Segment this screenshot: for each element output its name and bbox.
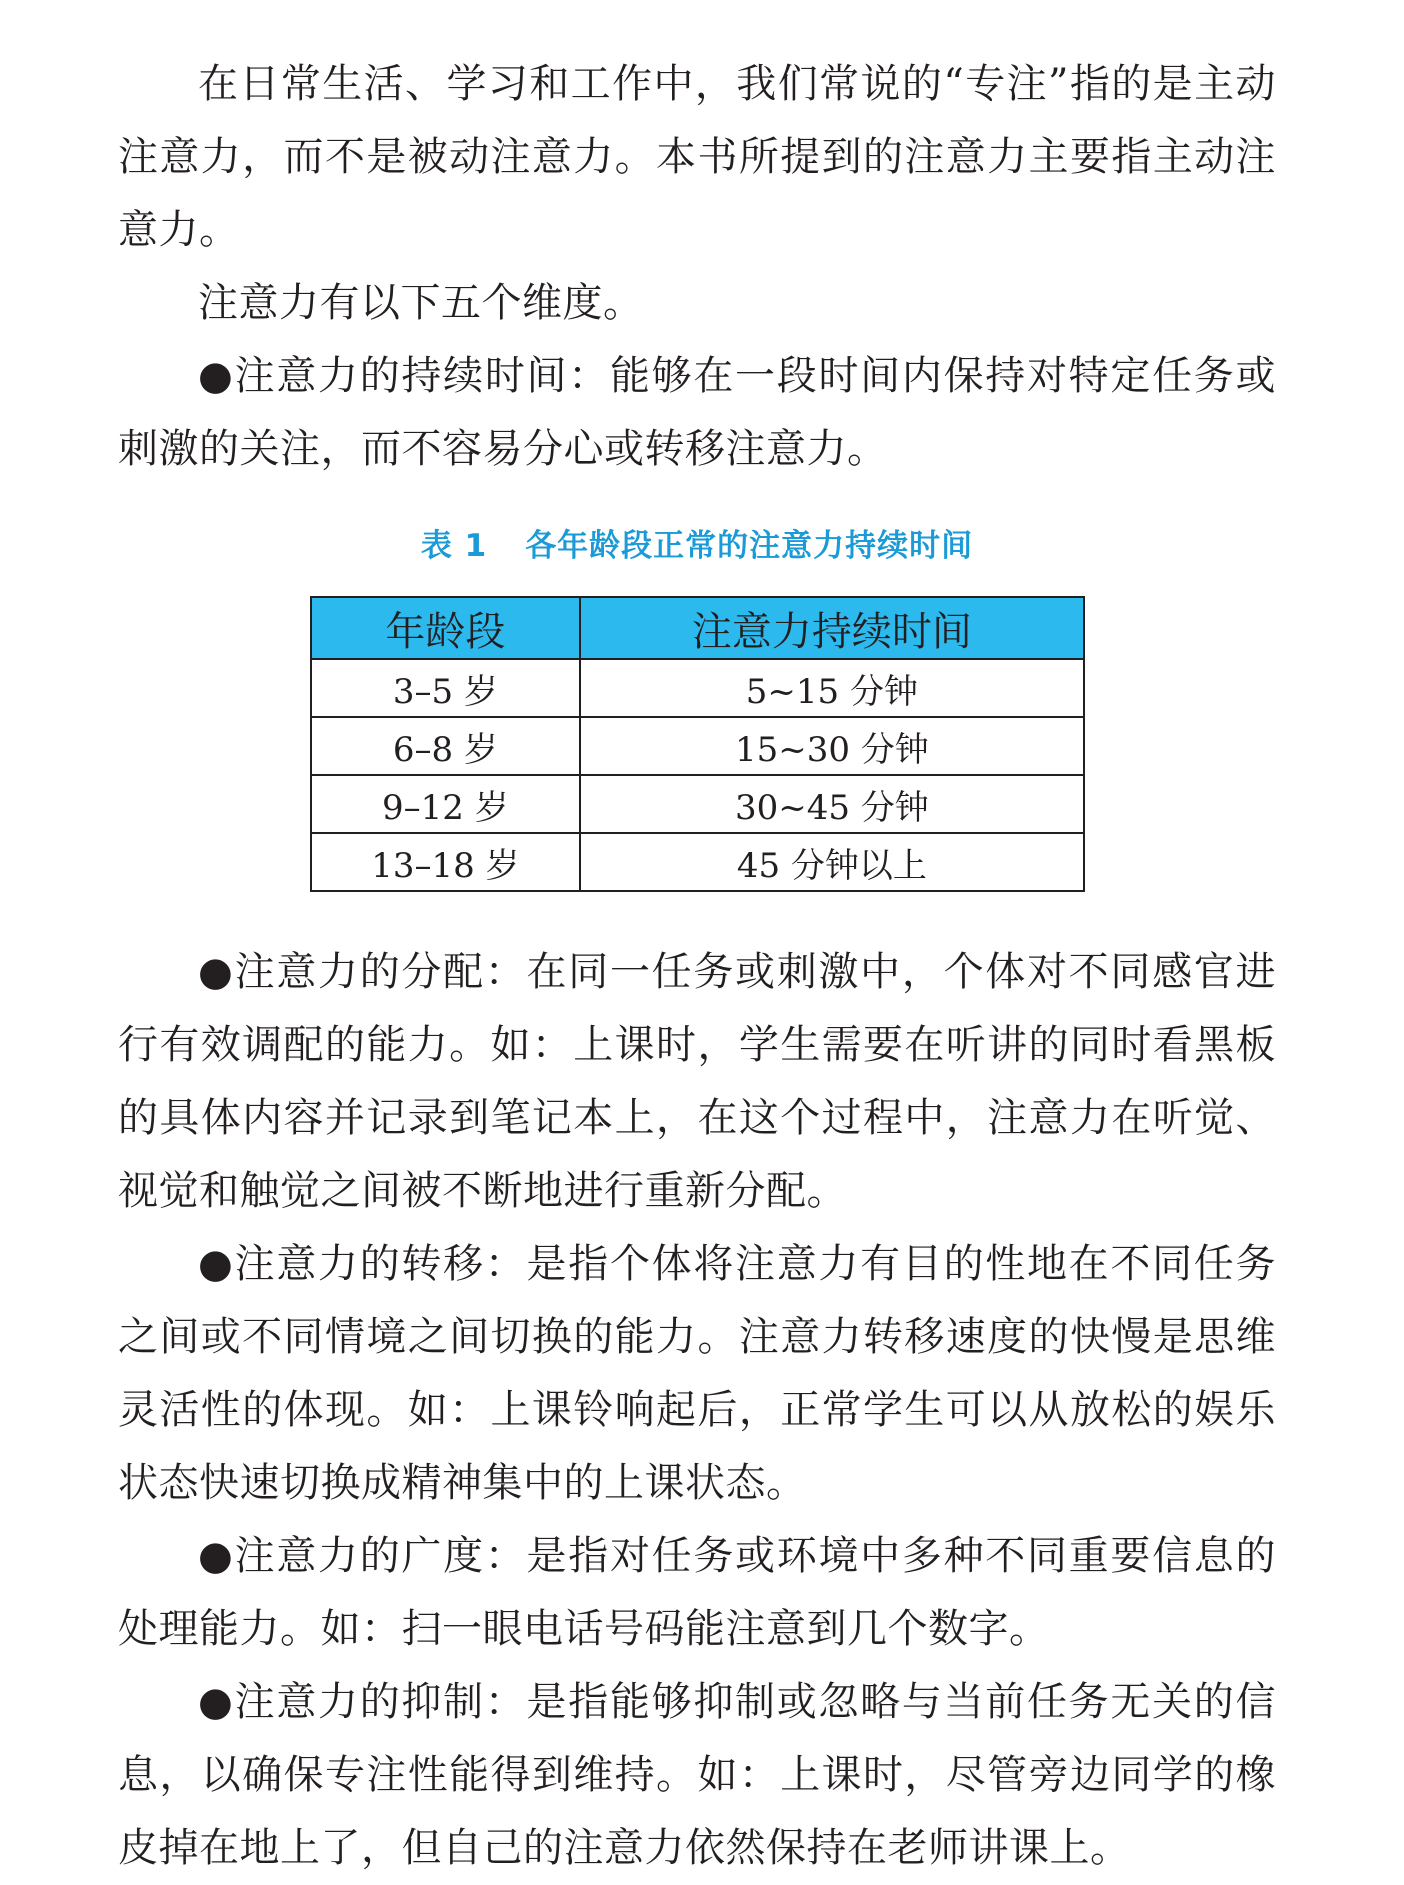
dimension-inhibition <box>118 1666 1276 1885</box>
table-cell-age: 3–5 岁 <box>311 659 580 717</box>
page-content <box>118 48 1276 1885</box>
intro-paragraph: 在日常生活、学习和工作中，我们常说的“专注”指的是主动注意力，而不是被动注意力。本书所提到的注意力主要指主动注意力。 <box>118 61 1276 253</box>
table-row <box>311 775 1084 833</box>
dimension-allocation-text: 注意力的分配：在同一任务或刺激中，个体对不同感官进行有效调配的能力。如：上课时，学生需要在听讲的同时看黑板的具体内容并记录到笔记本上，在这个过程中，注意力在听觉、视觉和触觉之间被不断地进行重新分配。 <box>118 949 1276 1214</box>
table-caption <box>118 526 1276 566</box>
table-header-duration: 注意力持续时间 <box>580 597 1084 659</box>
dimension-shifting <box>118 1228 1276 1520</box>
table-header-row <box>311 597 1084 659</box>
dimensions-intro: 注意力有以下五个维度。 <box>198 280 644 326</box>
table-caption-number: 表 1 <box>420 528 488 564</box>
bullet-icon: ● <box>198 949 235 995</box>
table-cell-duration: 15~30 分钟 <box>580 717 1084 775</box>
bullet-icon: ● <box>198 1679 235 1725</box>
table-header-age: 年龄段 <box>311 597 580 659</box>
bullet-icon: ● <box>198 1533 235 1579</box>
dimension-allocation <box>118 936 1276 1228</box>
dimensions-list <box>118 936 1276 1885</box>
bullet-icon: ● <box>198 353 235 399</box>
table-cell-age: 13–18 岁 <box>311 833 580 891</box>
table-caption-title: 各年龄段正常的注意力持续时间 <box>525 528 974 564</box>
table-cell-duration: 45 分钟以上 <box>580 833 1084 891</box>
dimension-duration <box>118 340 1276 486</box>
bullet-icon: ● <box>198 1241 235 1287</box>
dimension-shifting-text: 注意力的转移：是指个体将注意力有目的性地在不同任务之间或不同情境之间切换的能力。注意力转移速度的快慢是思维灵活性的体现。如：上课铃响起后，正常学生可以从放松的娱乐状态快速切换成精神集中的上课状态。 <box>118 1241 1276 1506</box>
attention-duration-table <box>310 596 1085 892</box>
table-cell-duration: 5~15 分钟 <box>580 659 1084 717</box>
table-row <box>311 833 1084 891</box>
dimension-breadth <box>118 1520 1276 1666</box>
table-cell-age: 6–8 岁 <box>311 717 580 775</box>
table-cell-duration: 30~45 分钟 <box>580 775 1084 833</box>
table-row <box>311 717 1084 775</box>
table-cell-age: 9–12 岁 <box>311 775 580 833</box>
dimension-inhibition-text: 注意力的抑制：是指能够抑制或忽略与当前任务无关的信息，以确保专注性能得到维持。如：上课时，尽管旁边同学的橡皮掉在地上了，但自己的注意力依然保持在老师讲课上。 <box>118 1679 1276 1871</box>
dimension-breadth-text: 注意力的广度：是指对任务或环境中多种不同重要信息的处理能力。如：扫一眼电话号码能注意到几个数字。 <box>118 1533 1276 1652</box>
table-row <box>311 659 1084 717</box>
dimension-duration-text: 注意力的持续时间：能够在一段时间内保持对特定任务或刺激的关注，而不容易分心或转移注意力。 <box>118 353 1276 472</box>
